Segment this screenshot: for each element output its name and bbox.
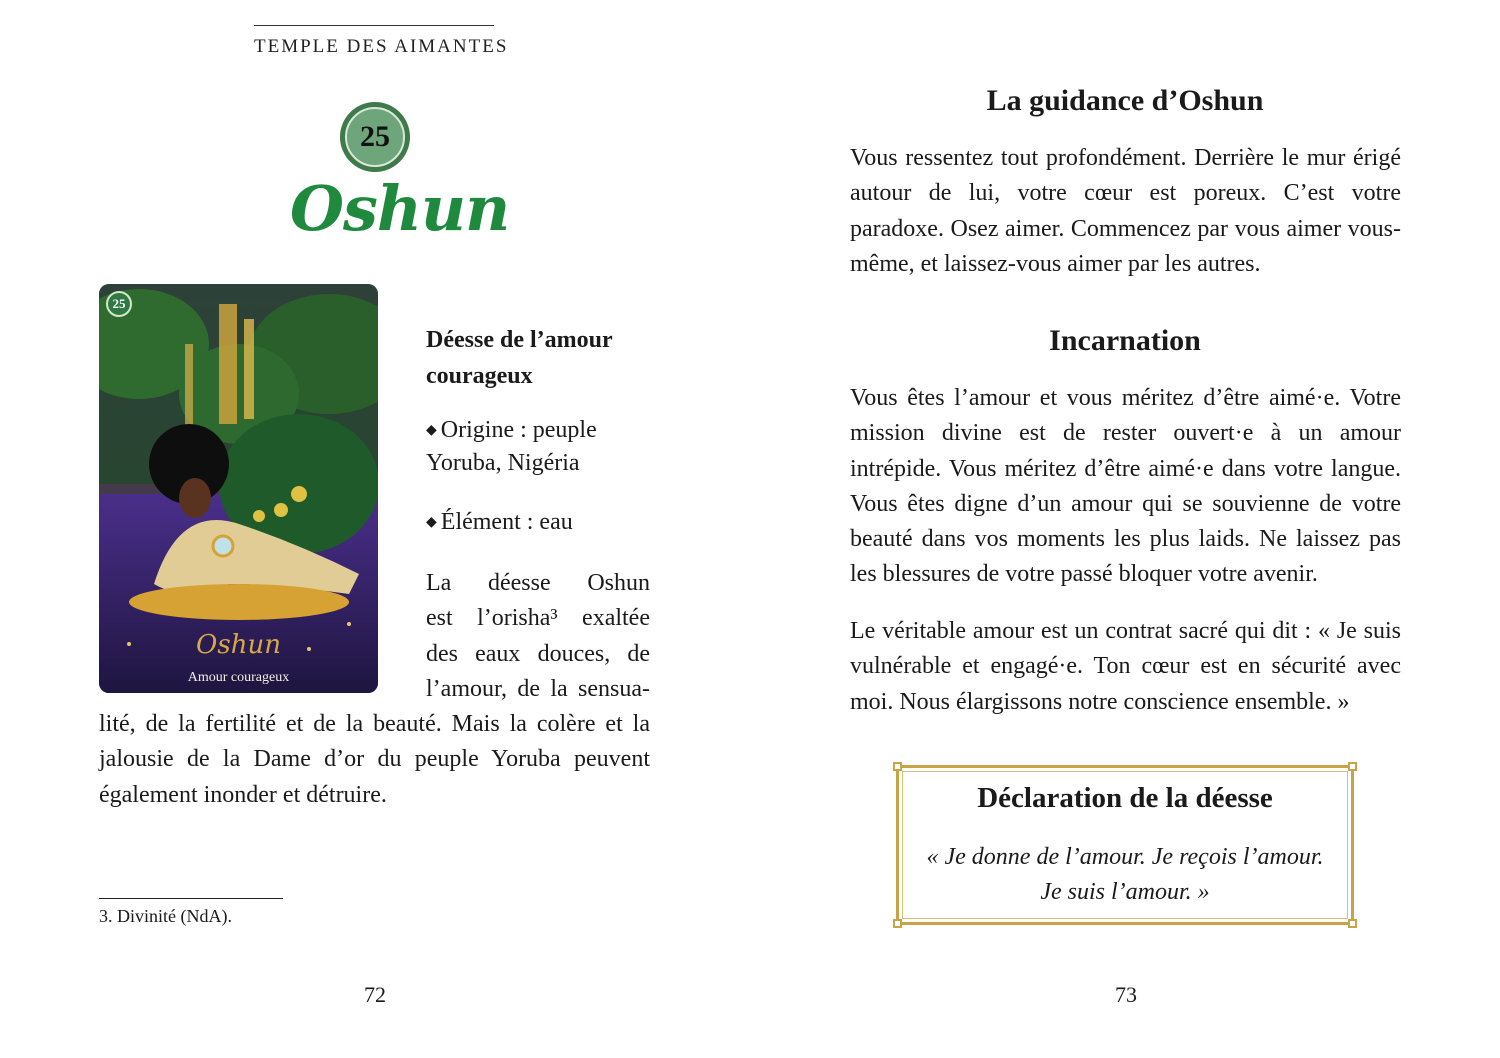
declaration-box	[896, 765, 1354, 925]
diamond-bullet-icon: ◆	[426, 515, 437, 531]
origin-text: Origine : peuple Yoruba, Nigéria	[426, 417, 597, 477]
diamond-bullet-icon: ◆	[426, 423, 437, 439]
deity-title: Oshun	[290, 172, 510, 245]
oracle-card-illustration	[99, 284, 378, 693]
frame-corner	[893, 919, 902, 928]
body-line: est l’orisha³ exaltée	[426, 605, 650, 632]
card-name: Oshun	[196, 630, 281, 660]
running-head: TEMPLE DES AIMANTES	[254, 36, 509, 57]
footnote-rule	[99, 898, 283, 899]
guidance-heading: La guidance d’Oshun	[986, 84, 1264, 117]
body-line: l’amour, de la sensua-	[426, 675, 650, 702]
frame-corner	[1348, 762, 1357, 771]
declaration-quote-line: « Je donne de l’amour. Je reçois l’amour.	[926, 844, 1324, 870]
element-text: Élément : eau	[440, 509, 573, 535]
frame-corner	[1348, 919, 1357, 928]
footnote: 3. Divinité (NdA).	[99, 906, 232, 926]
card-caption: Amour courageux	[187, 670, 290, 685]
body-text-wrapped	[426, 566, 650, 707]
chapter-number: 25	[345, 107, 405, 167]
body-line: des eaux douces, de	[426, 640, 650, 667]
deity-subtitle: Déesse de l’amour courageux	[426, 327, 613, 389]
chapter-number-badge	[340, 102, 410, 172]
body-line: La déesse Oshun	[426, 570, 650, 596]
card-number: 25	[106, 291, 132, 317]
bullet-origin	[426, 414, 656, 479]
running-head-rule	[254, 25, 494, 26]
frame-corner	[893, 762, 902, 771]
bullet-element	[426, 506, 656, 539]
page-number-left: 72	[364, 982, 386, 1007]
contract-paragraph: Le véritable amour est un contrat sacré qui dit : « Je suis vulnérable et engagé·e. Ton cœur est en sécurité avec moi. Nous élargissons notre conscience ensemble. »	[850, 618, 1401, 715]
declaration-quote-line: Je suis l’amour. »	[1040, 879, 1210, 905]
incarnation-paragraph: Vous êtes l’amour et vous méritez d’être aimé·e. Votre mission divine est de rester ouvert·e à un amour intrépide. Vous méritez d’être aimé·e dans votre langue. Vous êtes digne d’un amour qui se souvienne de votre beauté dans vos moments les plus laids. Ne laissez pas les blessures de votre passé bloquer votre avenir.	[850, 385, 1401, 588]
declaration-quote	[899, 840, 1351, 910]
right-page	[750, 0, 1500, 1058]
body-text-full: lité, de la fertilité et de la beauté. Mais la colère et la jalousie de la Dame d’or du peuple Yoruba peuvent également inonder et détruire.	[99, 711, 650, 808]
declaration-title: Déclaration de la déesse	[977, 782, 1273, 814]
incarnation-heading: Incarnation	[1049, 324, 1201, 357]
guidance-paragraph: Vous ressentez tout profondément. Derrière le mur érigé autour de lui, votre cœur est poreux. C’est votre paradoxe. Osez aimer. Commencez par vous aimer vous-même, et laissez-vous aimer par les autres.	[850, 145, 1401, 277]
page-number-right: 73	[1115, 982, 1137, 1007]
